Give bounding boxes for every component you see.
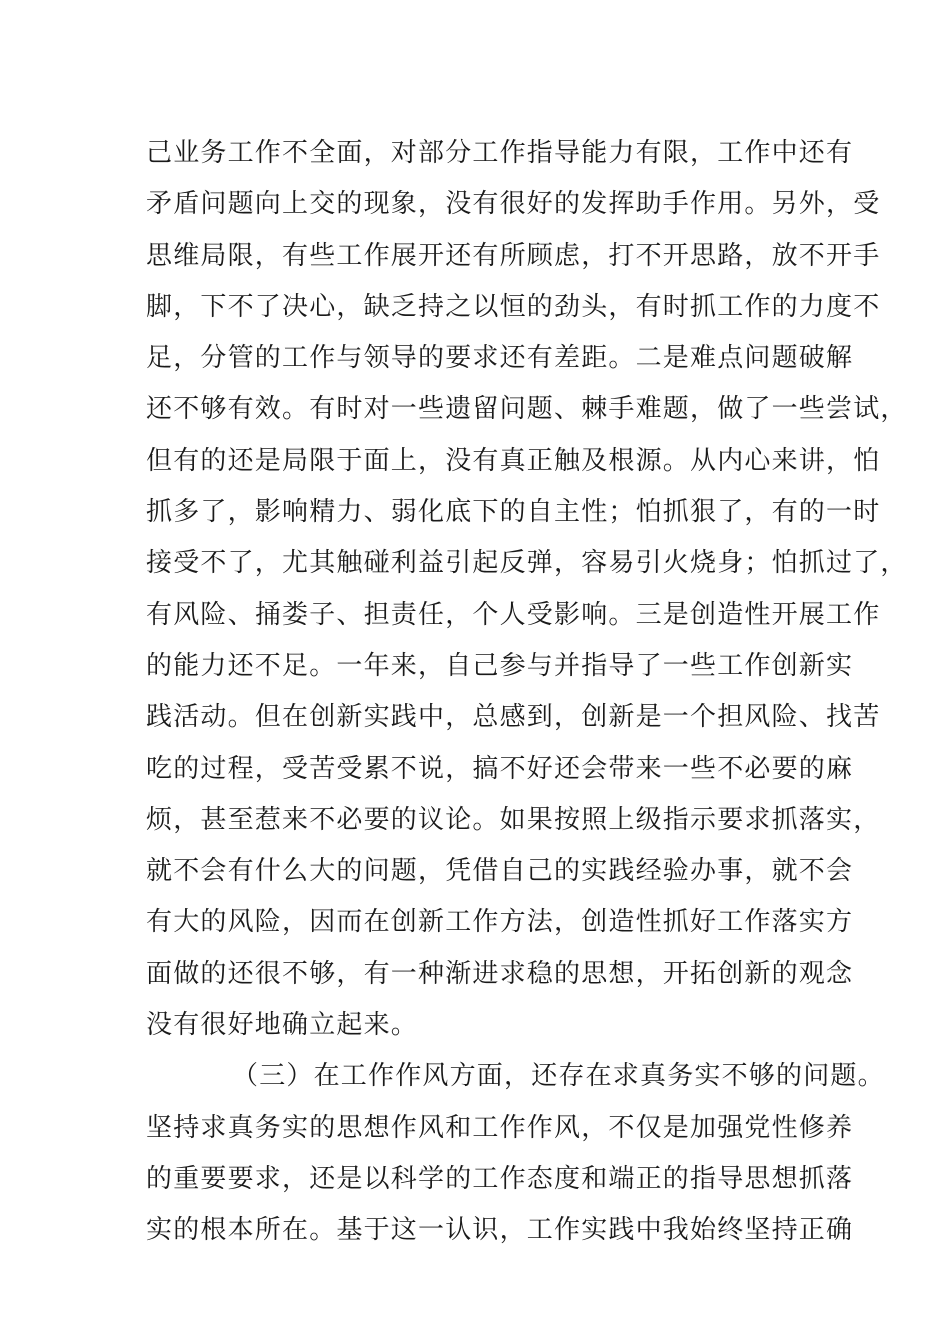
text-line: 抓多了，影响精力、弱化底下的自主性；怕抓狠了，有的一时 [146, 497, 881, 528]
text-line: 思维局限，有些工作展开还有所顾虑，打不开思路，放不开手 [146, 240, 881, 271]
text-line: 还不够有效。有时对一些遗留问题、棘手难题，做了一些尝试， [146, 394, 908, 425]
text-line: 面做的还很不够，有一种渐进求稳的思想，开拓创新的观念 [146, 958, 854, 989]
text-line: 足，分管的工作与领导的要求还有差距。二是难点问题破解 [146, 343, 854, 374]
text-line: 的能力还不足。一年来，自己参与并指导了一些工作创新实 [146, 650, 854, 681]
text-line: 接受不了，尤其触碰利益引起反弹，容易引火烧身；怕抓过了， [146, 548, 908, 579]
section-heading-line: （三）在工作作风方面，还存在求真务实不够的问题。 [232, 1061, 885, 1092]
text-line: 的重要要求，还是以科学的工作态度和端正的指导思想抓落 [146, 1163, 854, 1194]
document-body [146, 128, 908, 1257]
text-line: 实的根本所在。基于这一认识，工作实践中我始终坚持正确 [146, 1215, 854, 1246]
text-line: 坚持求真务实的思想作风和工作作风，不仅是加强党性修养 [146, 1112, 854, 1143]
text-line: 吃的过程，受苦受累不说，搞不好还会带来一些不必要的麻 [146, 753, 854, 784]
text-line: 有大的风险，因而在创新工作方法，创造性抓好工作落实方 [146, 907, 854, 938]
text-line: 矛盾问题向上交的现象，没有很好的发挥助手作用。另外，受 [146, 189, 881, 220]
text-line: 烦，甚至惹来不必要的议论。如果按照上级指示要求抓落实， [146, 804, 881, 835]
text-line: 脚，下不了决心，缺乏持之以恒的劲头，有时抓工作的力度不 [146, 291, 881, 322]
text-line: 就不会有什么大的问题，凭借自己的实践经验办事，就不会 [146, 856, 854, 887]
text-line: 但有的还是局限于面上，没有真正触及根源。从内心来讲，怕 [146, 445, 881, 476]
text-line: 有风险、捅娄子、担责任，个人受影响。三是创造性开展工作 [146, 599, 881, 630]
text-line: 没有很好地确立起来。 [146, 1010, 419, 1041]
text-line: 己业务工作不全面，对部分工作指导能力有限，工作中还有 [146, 138, 854, 168]
text-line: 践活动。但在创新实践中，总感到，创新是一个担风险、找苦 [146, 702, 881, 733]
